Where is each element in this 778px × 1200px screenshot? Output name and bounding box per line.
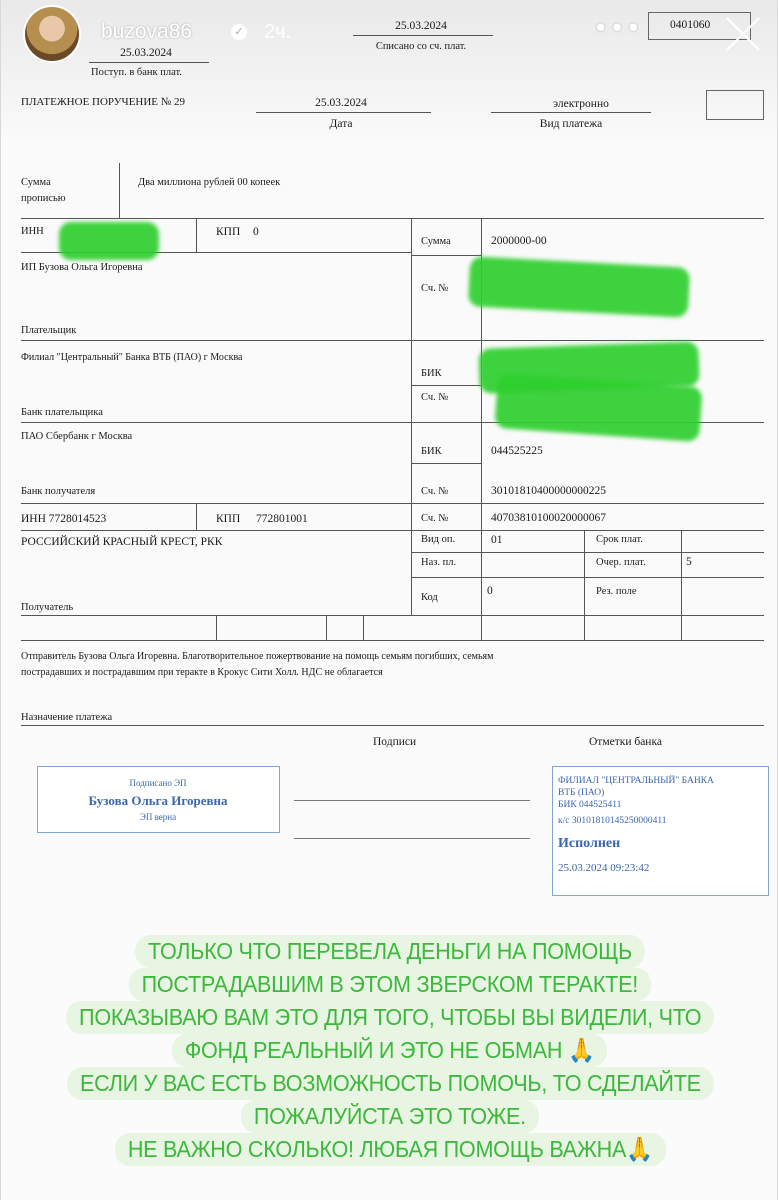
label-reserve-field: Рез. поле	[596, 586, 637, 597]
payee-kpp: 772801001	[256, 513, 308, 525]
label-sum-words: Сумма	[21, 177, 51, 188]
label-purpose: Назначение платежа	[21, 712, 113, 723]
payee-bik: 044525225	[491, 445, 543, 457]
signature-stamp	[37, 766, 280, 833]
username[interactable]: buzova86	[101, 20, 193, 43]
caption-line: НЕ ВАЖНО СКОЛЬКО! ЛЮБАЯ ПОМОЩЬ ВАЖНА🙏	[115, 1133, 666, 1166]
sum: 2000000-00	[491, 235, 547, 247]
label-debited: Списано со сч. плат.	[375, 41, 467, 52]
label-payment-type: Вид платежа	[539, 118, 603, 130]
label-payee-bik: БИК	[421, 446, 442, 457]
caption-line: ПОКАЗЫВАЮ ВАМ ЭТО ДЛЯ ТОГО, ЧТОБЫ ВЫ ВИДЕЛИ, ЧТО	[66, 1001, 714, 1034]
label-purpose-code: Наз. пл.	[421, 557, 457, 568]
payer-bank: Филиал "Центральный" Банка ВТБ (ПАО) г Москва	[21, 352, 243, 363]
payee-bank-account: 30101810400000000225	[491, 485, 606, 497]
label-sum-words-2: прописью	[21, 193, 66, 204]
verified-badge-icon: ✓	[231, 24, 247, 40]
bank-stamp-line-3: БИК 044525411	[558, 800, 622, 810]
bank-stamp	[552, 766, 769, 896]
caption-line: ПОСТРАДАВШИМ В ЭТОМ ЗВЕРСКОМ ТЕРАКТЕ!	[129, 968, 651, 1001]
label-signatures: Подписи	[373, 736, 417, 748]
date-debited: 25.03.2024	[395, 20, 447, 32]
label-payee: Получатель	[21, 602, 74, 613]
label-payer-inn: ИНН	[21, 226, 44, 237]
label-payment-term: Срок плат.	[596, 534, 643, 545]
priority: 5	[686, 556, 692, 568]
signature-name: Бузова Ольга Игоревна	[88, 793, 228, 808]
signature-top: Подписано ЭП	[129, 778, 187, 788]
bank-datetime: 25.03.2024 09:23:42	[558, 862, 650, 874]
story-header	[1, 0, 778, 70]
sum-words: Два миллиона рублей 00 копеек	[138, 177, 281, 188]
caption-line: ЕСЛИ У ВАС ЕСТЬ ВОЗМОЖНОСТЬ ПОМОЧЬ, ТО СДЕЛАЙТЕ	[67, 1067, 714, 1100]
payee-inn: ИНН 7728014523	[21, 513, 107, 525]
code: 0	[487, 585, 493, 597]
label-payer: Плательщик	[21, 325, 77, 336]
label-priority: Очер. плат.	[596, 557, 646, 568]
close-icon[interactable]	[723, 14, 763, 54]
avatar[interactable]	[23, 5, 81, 63]
redaction-mark	[59, 222, 159, 260]
label-bank-marks: Отметки банка	[589, 736, 662, 748]
date-received: 25.03.2024	[120, 47, 172, 59]
story-caption	[1, 935, 778, 1166]
label-payer-bik: БИК	[421, 368, 442, 379]
label-payer-account: Сч. №	[421, 283, 449, 294]
caption-line: ПОЖАЛУЙСТА ЭТО ТОЖЕ.	[241, 1100, 539, 1133]
label-sum: Сумма	[421, 236, 451, 247]
payer-kpp: 0	[253, 226, 259, 238]
label-payee-bank-account: Сч. №	[421, 486, 449, 497]
label-received: Поступ. в банк плат.	[91, 67, 182, 78]
payee-account: 40703810100020000067	[491, 512, 606, 524]
payment-purpose-line-2: пострадавших и пострадавшим при теракте в Крокус Сити Холл. НДС не облагается	[21, 667, 383, 678]
payment-type: электронно	[553, 98, 609, 110]
label-payee-account: Сч. №	[421, 513, 449, 524]
label-date: Дата	[329, 118, 353, 130]
label-code: Код	[421, 592, 438, 603]
label-payer-bank: Банк плательщика	[21, 407, 103, 418]
label-payer-kpp: КПП	[216, 226, 241, 238]
form-code: 0401060	[670, 19, 711, 31]
caption-line: ФОНД РЕАЛЬНЫЙ И ЭТО НЕ ОБМАН 🙏	[172, 1034, 608, 1067]
payer-name: ИП Бузова Ольга Игоревна	[21, 262, 143, 273]
payment-purpose-line-1: Отправитель Бузова Ольга Игоревна. Благотворительное пожертвование на помощь семьям погибших, семьям	[21, 651, 494, 662]
date: 25.03.2024	[315, 97, 367, 109]
payee-bank: ПАО Сбербанк г Москва	[21, 431, 133, 442]
label-payer-bank-account: Сч. №	[421, 392, 449, 403]
label-payee-kpp: КПП	[216, 513, 241, 525]
more-dots-icon[interactable]: •••	[593, 14, 643, 44]
redaction-mark	[468, 256, 690, 317]
bank-stamp-line-2: ВТБ (ПАО)	[558, 788, 605, 798]
signature-bottom: ЭП верна	[139, 812, 177, 822]
label-operation-type: Вид оп.	[421, 534, 456, 545]
bank-stamp-line-1: ФИЛИАЛ "ЦЕНТРАЛЬНЫЙ" БАНКА	[558, 776, 714, 786]
bank-stamp-line-4: к/с 30101810145250000411	[558, 816, 667, 826]
payee-name: РОССИЙСКИЙ КРАСНЫЙ КРЕСТ, РКК	[21, 536, 223, 548]
operation-type: 01	[491, 534, 503, 546]
caption-line: ТОЛЬКО ЧТО ПЕРЕВЕЛА ДЕНЬГИ НА ПОМОЩЬ	[135, 935, 645, 968]
label-payee-bank: Банк получателя	[21, 486, 96, 497]
post-time: 2ч.	[264, 21, 292, 43]
document-title: ПЛАТЕЖНОЕ ПОРУЧЕНИЕ № 29	[21, 96, 186, 108]
bank-status: Исполнен	[558, 836, 621, 851]
